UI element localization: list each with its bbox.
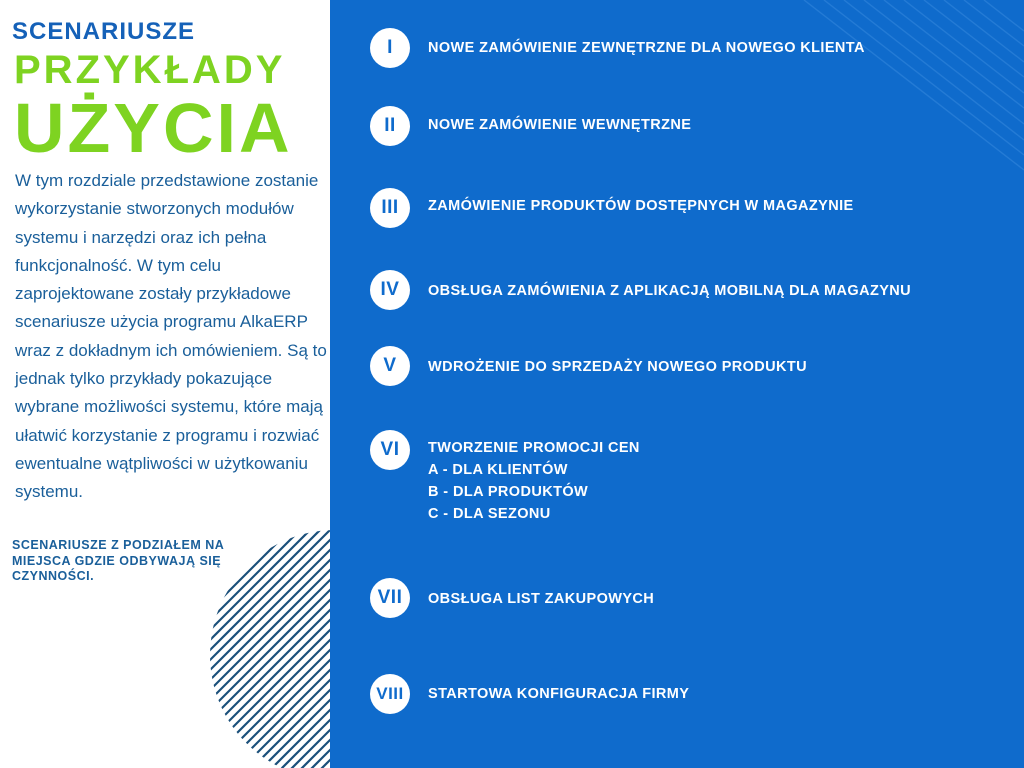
scenario-label: WDROŻENIE DO SPRZEDAŻY NOWEGO PRODUKTU	[428, 359, 808, 375]
roman-numeral-badge: VIII	[370, 674, 410, 714]
roman-numeral-badge: VI	[370, 430, 410, 470]
roman-numeral-badge: IV	[370, 270, 410, 310]
scenario-label: STARTOWA KONFIGURACJA FIRMY	[428, 686, 690, 702]
roman-numeral-badge: V	[370, 346, 410, 386]
page-title-line1: PRZYKŁADY	[14, 48, 286, 92]
scenarios-note: SCENARIUSZE Z PODZIAŁEM NA MIEJSCA GDZIE ODBYWAJĄ SIĘ CZYNNOŚCI.	[12, 538, 224, 583]
page-title-line2: UŻYCIA	[14, 89, 293, 167]
scenario-label: ZAMÓWIENIE PRODUKTÓW DOSTĘPNYCH W MAGAZYNIE	[428, 198, 854, 214]
scenario-sublabel: A - DLA KLIENTÓW	[428, 462, 568, 478]
scenario-label: OBSŁUGA ZAMÓWIENIA Z APLIKACJĄ MOBILNĄ DLA MAGAZYNU	[428, 283, 912, 299]
left-panel	[0, 0, 330, 768]
scenario-sublabel: B - DLA PRODUKTÓW	[428, 484, 589, 500]
scenario-label: OBSŁUGA LIST ZAKUPOWYCH	[428, 591, 655, 607]
scenario-label: TWORZENIE PROMOCJI CEN	[428, 440, 640, 456]
scenario-label: NOWE ZAMÓWIENIE ZEWNĘTRZNE DLA NOWEGO KLIENTA	[428, 40, 865, 56]
roman-numeral-badge: III	[370, 188, 410, 228]
section-kicker: SCENARIUSZE	[12, 18, 196, 45]
roman-numeral-badge: II	[370, 106, 410, 146]
intro-paragraph: W tym rozdziale przedstawione zostanie wykorzystanie stworzonych modułów systemu i narzędzi oraz ich pełna funkcjonalność. W tym celu zaprojektowane zostały przykładowe scenariusze użycia programu AlkaERP wraz z dokładnym ich omówieniem. Są to jednak tylko przykłady pokazujące wybrane możliwości systemu, które mają ułatwić korzystanie z programu i rozwiać ewentualne wątpliwości w użytkowaniu systemu.	[15, 171, 327, 502]
scenario-label: NOWE ZAMÓWIENIE WEWNĘTRZNE	[428, 117, 692, 133]
decorative-stripes	[764, 0, 1024, 200]
roman-numeral-badge: VII	[370, 578, 410, 618]
roman-numeral-badge: I	[370, 28, 410, 68]
scenario-list-panel	[330, 0, 1024, 768]
scenario-sublabel: C - DLA SEZONU	[428, 506, 551, 522]
